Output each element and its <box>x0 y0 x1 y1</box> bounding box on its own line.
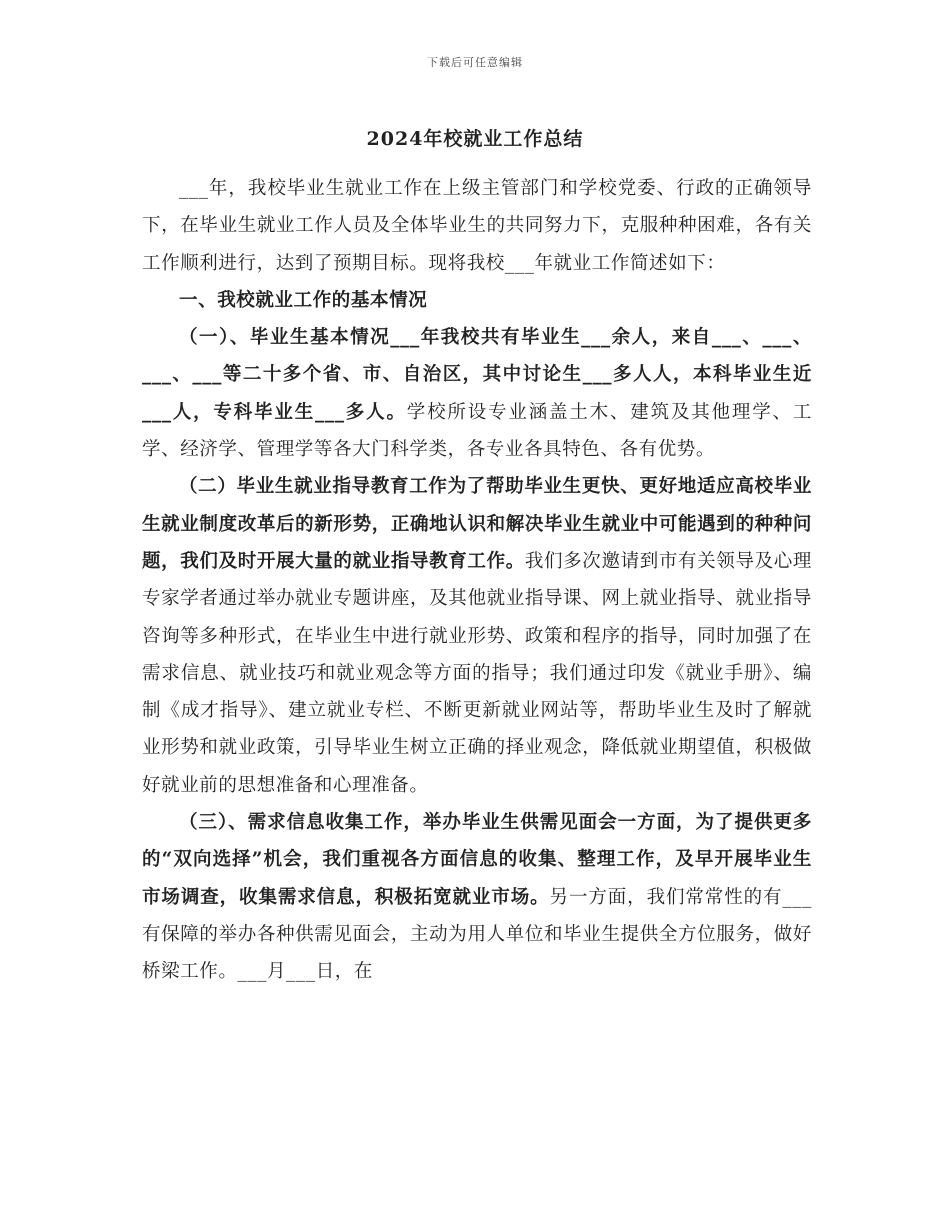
subsection-2-paragraph <box>142 468 812 804</box>
section-1-heading: 一、我校就业工作的基本情况 <box>179 289 428 311</box>
document-title: 2024年校就业工作总结 <box>366 128 584 150</box>
header-note: 下载后可任意编辑 <box>427 56 523 69</box>
intro-paragraph: ___年，我校毕业生就业工作在上级主管部门和学校党委、行政的正确领导下，在毕业生就业工作人员及全体毕业生的共同努力下，克服种种困难，各有关工作顺利进行，达到了预期目标。现将我校___年就业工作简述如下： <box>142 178 812 274</box>
subsection-2-bold-text: （二）毕业生就业指导教育工作为了帮助毕业生更快、更好地适应高校毕业生就业制度改革后的新形势，正确地认识和解决毕业生就业中可能遇到的种种问题，我们及时开展大量的就业指导教育工作。 <box>142 476 812 572</box>
subsection-3-text: 另一方面，我们常常性的有___有保障的举办各种供需见面会，主动为用人单位和毕业生提供全方位服务，做好桥梁工作。___月___日，在 <box>142 886 812 983</box>
subsection-1-bold-text: （一）、毕业生基本情况___年我校共有毕业生___余人，来自___、___、___、___等二十多个省、市、自治区，其中讨论生___多人人，本科毕业生近___人，专科毕业生___多人。 <box>142 327 812 423</box>
document-body <box>142 170 812 991</box>
subsection-1-text: 学校所设专业涵盖土木、建筑及其他理学、工学、经济学、管理学等各大门科学类，各专业各具特色、各有优势。 <box>142 401 812 461</box>
subsection-3-paragraph <box>142 804 812 990</box>
subsection-3-bold-text: （三）、需求信息收集工作，举办毕业生供需见面会一方面，为了提供更多的“双向选择”机会，我们重视各方面信息的收集、整理工作，及早开展毕业生市场调查，收集需求信息，积极拓宽就业市场。 <box>142 812 812 908</box>
subsection-1-paragraph <box>142 319 812 468</box>
subsection-2-text: 我们多次邀请到市有关领导及心理专家学者通过举办就业专题讲座，及其他就业指导课、网上就业指导、就业指导咨询等多种形式，在毕业生中进行就业形势、政策和程序的指导，同时加强了在需求信息、就业技巧和就业观念等方面的指导；我们通过印发《就业手册》、编制《成才指导》、建立就业专栏、不断更新就业网站等，帮助毕业生及时了解就业形势和就业政策，引导毕业生树立正确的择业观念，降低就业期望值，积极做好就业前的思想准备和心理准备。 <box>142 550 812 796</box>
